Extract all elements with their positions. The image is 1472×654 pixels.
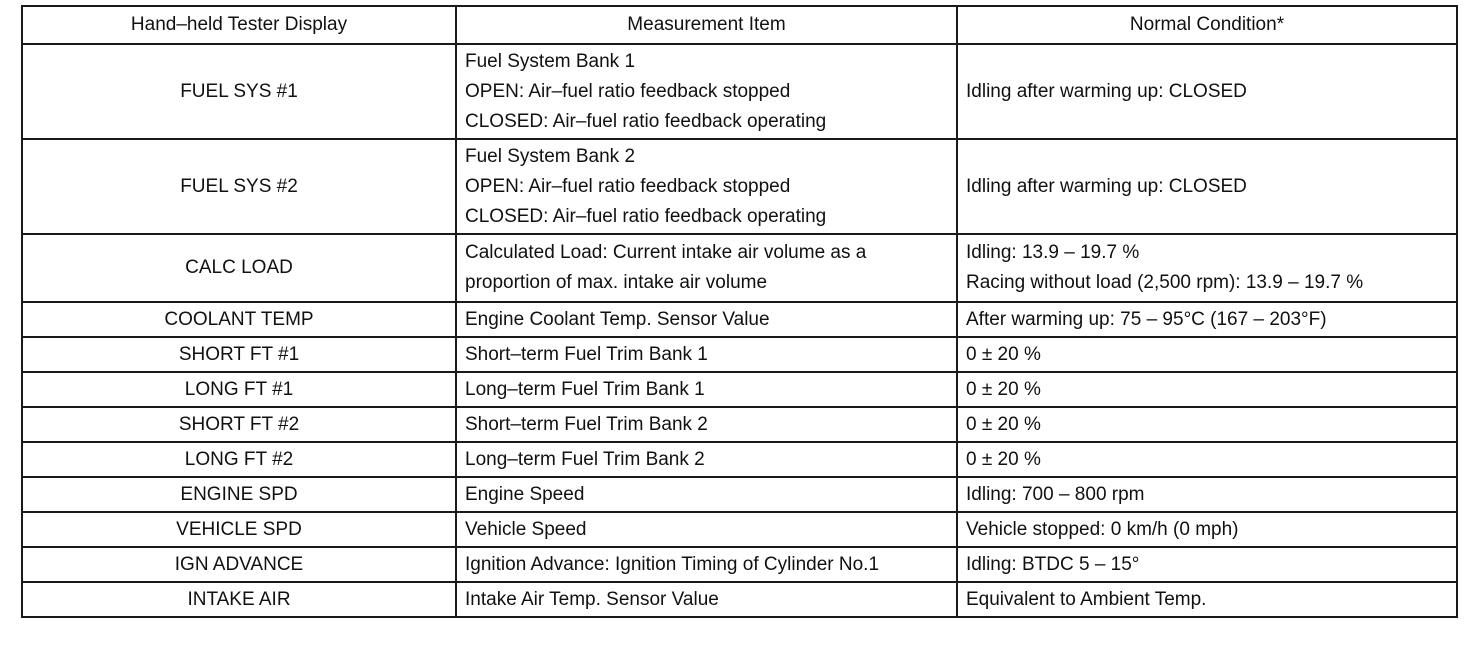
measurement-item-cell: [456, 512, 957, 547]
measurement-item-line: Calculated Load: Current intake air volume as a: [465, 242, 867, 263]
measurement-item-line: Long–term Fuel Trim Bank 1: [465, 378, 705, 400]
tester-display-cell: SHORT FT #1: [22, 337, 456, 372]
measurement-item-line: Engine Speed: [465, 483, 585, 505]
table-body: [22, 44, 1457, 617]
normal-condition-line: Vehicle stopped: 0 km/h (0 mph): [966, 518, 1239, 540]
table-row: [22, 407, 1457, 442]
table-row: [22, 337, 1457, 372]
measurement-item-cell: [456, 407, 957, 442]
tester-display-cell: FUEL SYS #2: [22, 139, 456, 234]
tester-display-cell: CALC LOAD: [22, 234, 456, 302]
tester-display-cell: IGN ADVANCE: [22, 547, 456, 582]
tester-display-cell: VEHICLE SPD: [22, 512, 456, 547]
normal-condition-cell: [957, 337, 1457, 372]
measurement-item-line: Short–term Fuel Trim Bank 1: [465, 343, 708, 365]
normal-condition-cell: [957, 442, 1457, 477]
measurement-item-cell: [456, 372, 957, 407]
measurement-item-cell: [456, 477, 957, 512]
table-row: [22, 477, 1457, 512]
normal-condition-line: Equivalent to Ambient Temp.: [966, 588, 1207, 610]
normal-condition-line: After warming up: 75 – 95°C (167 – 203°F): [966, 308, 1327, 330]
normal-condition-cell: [957, 547, 1457, 582]
table-row: [22, 139, 1457, 234]
measurement-item-cell: [456, 139, 957, 234]
normal-condition-line: Racing without load (2,500 rpm): 13.9 – 19.7 %: [966, 272, 1364, 293]
tester-display-cell: ENGINE SPD: [22, 477, 456, 512]
normal-condition-line: 0 ± 20 %: [966, 343, 1041, 365]
tester-display-cell: FUEL SYS #1: [22, 44, 456, 139]
normal-condition-line: Idling: 13.9 – 19.7 %: [966, 242, 1140, 263]
normal-condition-line: 0 ± 20 %: [966, 413, 1041, 435]
normal-condition-cell: [957, 302, 1457, 337]
normal-condition-cell: [957, 44, 1457, 139]
measurement-item-cell: [456, 582, 957, 617]
table-row: [22, 582, 1457, 617]
measurement-item-line: Fuel System Bank 2: [465, 145, 636, 167]
normal-condition-cell: [957, 372, 1457, 407]
measurement-item-line: Short–term Fuel Trim Bank 2: [465, 413, 708, 435]
tester-display-cell: LONG FT #2: [22, 442, 456, 477]
normal-condition-cell: [957, 234, 1457, 302]
measurement-item-line: Fuel System Bank 1: [465, 50, 636, 72]
table-row: [22, 372, 1457, 407]
measurement-item-line: OPEN: Air–fuel ratio feedback stopped: [465, 80, 791, 102]
measurement-item-cell: [456, 337, 957, 372]
table-row: [22, 44, 1457, 139]
table-row: [22, 302, 1457, 337]
measurement-item-line: Long–term Fuel Trim Bank 2: [465, 448, 705, 470]
table-row: [22, 547, 1457, 582]
table-row: [22, 442, 1457, 477]
table-row: [22, 234, 1457, 302]
normal-condition-cell: [957, 477, 1457, 512]
measurement-item-cell: [456, 442, 957, 477]
header-measurement-item: Measurement Item: [456, 6, 957, 44]
table-row: [22, 512, 1457, 547]
measurement-item-cell: [456, 302, 957, 337]
measurement-item-cell: [456, 547, 957, 582]
tester-display-cell: INTAKE AIR: [22, 582, 456, 617]
normal-condition-cell: [957, 407, 1457, 442]
tester-display-cell: LONG FT #1: [22, 372, 456, 407]
normal-condition-line: Idling after warming up: CLOSED: [966, 80, 1247, 102]
tester-display-cell: SHORT FT #2: [22, 407, 456, 442]
measurement-item-line: Intake Air Temp. Sensor Value: [465, 588, 719, 610]
measurement-item-line: Vehicle Speed: [465, 518, 587, 540]
table-header: [22, 6, 1457, 44]
measurement-item-line: Engine Coolant Temp. Sensor Value: [465, 308, 770, 330]
measurement-item-line: OPEN: Air–fuel ratio feedback stopped: [465, 175, 791, 197]
normal-condition-line: Idling: BTDC 5 – 15°: [966, 553, 1140, 575]
header-normal-condition: Normal Condition*: [957, 6, 1457, 44]
normal-condition-line: Idling: 700 – 800 rpm: [966, 483, 1145, 505]
normal-condition-line: 0 ± 20 %: [966, 378, 1041, 400]
measurement-item-cell: [456, 234, 957, 302]
measurement-item-line: Ignition Advance: Ignition Timing of Cylinder No.1: [465, 553, 880, 575]
measurement-item-line: CLOSED: Air–fuel ratio feedback operating: [465, 205, 827, 227]
normal-condition-cell: [957, 139, 1457, 234]
measurement-item-line: proportion of max. intake air volume: [465, 272, 768, 293]
header-row: [22, 6, 1457, 44]
normal-condition-cell: [957, 582, 1457, 617]
normal-condition-line: Idling after warming up: CLOSED: [966, 175, 1247, 197]
header-display: Hand–held Tester Display: [22, 6, 456, 44]
tester-display-cell: COOLANT TEMP: [22, 302, 456, 337]
tester-data-table: [21, 5, 1458, 618]
normal-condition-line: 0 ± 20 %: [966, 448, 1041, 470]
measurement-item-line: CLOSED: Air–fuel ratio feedback operating: [465, 110, 827, 132]
normal-condition-cell: [957, 512, 1457, 547]
measurement-item-cell: [456, 44, 957, 139]
